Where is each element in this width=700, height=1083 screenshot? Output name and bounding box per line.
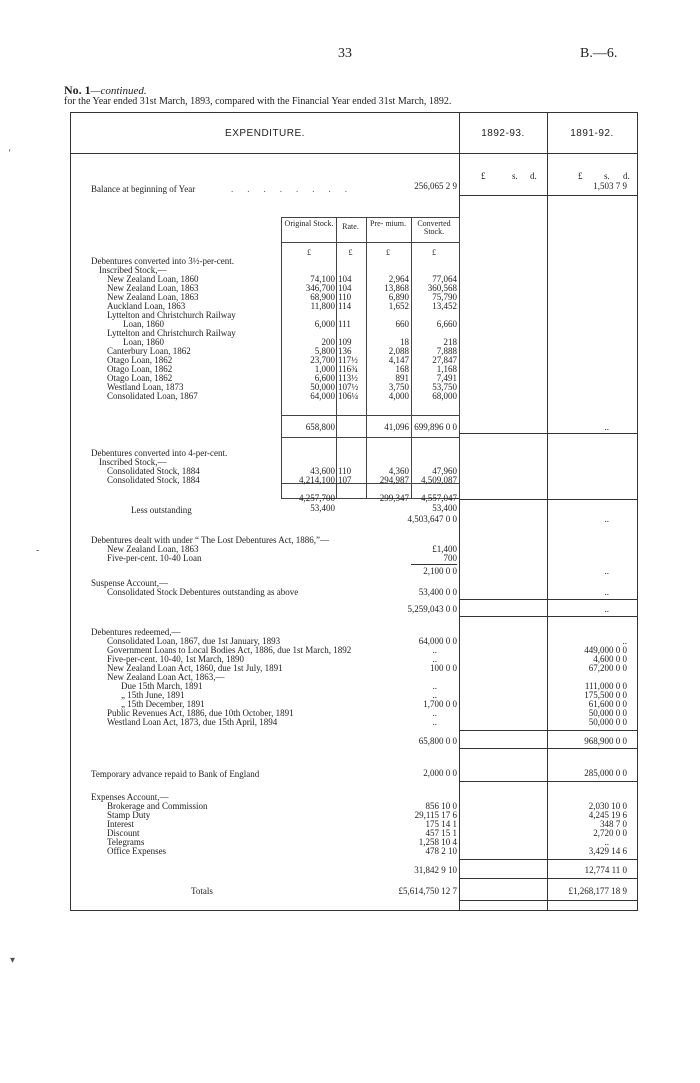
rule	[459, 499, 637, 500]
amount-1892: ..	[622, 636, 627, 646]
amount-1893: 100 0 0	[430, 663, 457, 673]
row-label: Otago Loan, 1862	[107, 364, 173, 374]
table-subtitle: for the Year ended 31st March, 1893, compared with the Financial Year ended 31st March, 1892.	[64, 96, 452, 107]
row-label: New Zealand Loan Act, 1860, due 1st July, 1891	[107, 663, 283, 673]
row-label: Consolidated Loan, 1867, due 1st January, 1893	[107, 636, 281, 646]
original-stock: 346,700	[305, 283, 335, 293]
expenses-heading: Expenses Account,—	[91, 792, 169, 802]
pound-header: £	[432, 248, 436, 257]
subtotal-1892: ..	[604, 604, 609, 614]
margin-mark: ▾	[10, 955, 16, 966]
row-label: „ 15th December, 1891	[121, 699, 205, 709]
row-label: Loan, 1860	[123, 337, 164, 347]
converted-stock: 218	[443, 337, 457, 347]
original-stock: 68,900	[310, 292, 335, 302]
converted-stock: 77,064	[432, 274, 457, 284]
margin-mark: ‘	[8, 148, 12, 159]
converted-stock: 7,888	[436, 346, 457, 356]
rate: 106¼	[338, 391, 359, 401]
balance-1893: 256,065 2 9	[414, 181, 457, 191]
year-1893-header: 1892-93.	[459, 113, 547, 154]
premium: 891	[395, 373, 409, 383]
original-stock: 1,000	[314, 364, 335, 374]
amount-1892: 67,200 0 0	[588, 663, 627, 673]
pound-header: £	[386, 248, 390, 257]
column-divider	[547, 113, 548, 910]
rate: 113½	[338, 373, 358, 383]
conv35-total-premium: 41,096	[384, 422, 409, 432]
rule	[459, 599, 637, 600]
rule	[459, 781, 637, 782]
pound-header: £	[348, 248, 353, 257]
row-label: New Zealand Loan Act, 1863,—	[107, 672, 225, 682]
row-label: Telegrams	[107, 837, 145, 847]
row-label: Government Loans to Local Bodies Act, 1886, due 1st March, 1892	[107, 645, 352, 655]
totals-1893: £5,614,750 12 7	[398, 886, 457, 896]
amount-1892: 50,000 0 0	[588, 717, 627, 727]
temporary-1893: 2,000 0 0	[423, 768, 457, 778]
amount-1893: ..	[432, 654, 437, 664]
redeemed-total-1893: 65,800 0 0	[418, 736, 457, 746]
amount-1892: 449,000 0 0	[584, 645, 627, 655]
premium: 2,088	[388, 346, 409, 356]
converted-stock: 6,660	[436, 319, 457, 329]
original-stock-header: Original Stock.	[284, 219, 334, 228]
row-label: Otago Loan, 1862	[107, 355, 173, 365]
rule	[459, 900, 637, 901]
premium: 6,890	[388, 292, 409, 302]
amount-1893: 856 10 0	[425, 801, 457, 811]
redeemed-heading: Debentures redeemed,—	[91, 627, 181, 637]
subtable-divider	[336, 218, 337, 498]
table-number-label: No. 1	[64, 83, 91, 97]
document-reference: B.—6.	[580, 46, 618, 61]
premium-header: Pre- mium.	[370, 219, 406, 228]
converted-stock: 68,000	[432, 391, 457, 401]
row-label: New Zealand Loan, 1860	[107, 274, 199, 284]
original-stock: 50,000	[310, 382, 335, 392]
amount-1893: 1,258 10 4	[418, 837, 457, 847]
subtable-rule	[282, 415, 459, 416]
leader-dots: ........	[231, 184, 361, 194]
row-label: Interest	[107, 819, 134, 829]
original-stock: 74,100	[310, 274, 335, 284]
converted-stock: 4,509,087	[421, 475, 457, 485]
converted-stock-header: Converted Stock.	[417, 219, 451, 236]
rate: 107½	[338, 382, 359, 392]
rate: 110	[338, 466, 352, 476]
conv4-total-1892: ..	[604, 514, 609, 524]
conv35-total-1892: ..	[604, 422, 609, 432]
lost-total-1893: 2,100 0 0	[423, 566, 457, 576]
shilling-header: s.	[604, 171, 610, 181]
expenditure-header: EXPENDITURE.	[71, 113, 459, 154]
row-label: Brokerage and Commission	[107, 801, 208, 811]
amount-1892: 111,000 0 0	[584, 681, 627, 691]
row-label: New Zealand Loan, 1863	[107, 283, 199, 293]
rate: 116¾	[338, 364, 358, 374]
premium: 4,147	[388, 355, 409, 365]
conv35-heading-2: Inscribed Stock,—	[99, 265, 167, 275]
converted-stock: 75,790	[432, 292, 457, 302]
rate: 107	[338, 475, 352, 485]
rule	[411, 564, 457, 565]
premium: 168	[395, 364, 409, 374]
converted-stock: 27,847	[432, 355, 457, 365]
pence-header: d.	[623, 171, 630, 181]
rate: 114	[338, 301, 352, 311]
amount-1892: 2,030 10 0	[588, 801, 627, 811]
pound-header: £	[578, 171, 583, 181]
totals-label: Totals	[191, 886, 213, 896]
amount-1892: 4,600 0 0	[593, 654, 627, 664]
amount-1893: ..	[432, 690, 437, 700]
pound-header: £	[307, 248, 311, 257]
balance-label: Balance at beginning of Year	[91, 184, 196, 194]
shilling-header: s.	[512, 171, 518, 181]
expenses-total-1893: 31,842 9 10	[414, 865, 457, 875]
amount-1893: ..	[432, 681, 437, 691]
year-1892-header: 1891-92.	[547, 113, 637, 154]
converted-stock: 13,452	[432, 301, 457, 311]
premium: 1,652	[388, 301, 409, 311]
lost-row-amount: 700	[443, 553, 457, 563]
amount-1893: 457 15 1	[425, 828, 457, 838]
premium: 660	[395, 319, 409, 329]
rate-header: Rate.	[342, 222, 359, 231]
row-label: Consolidated Stock, 1884	[107, 475, 200, 485]
page-number: 33	[338, 46, 352, 61]
subtotal-1893: 5,259,043 0 0	[407, 604, 457, 614]
conv4-heading-2: Inscribed Stock,—	[99, 457, 167, 467]
amount-1893: ..	[432, 645, 437, 655]
row-label: Westland Loan Act, 1873, due 15th April, 1894	[107, 717, 278, 727]
lost-row-label: New Zealand Loan, 1863	[107, 544, 199, 554]
expenses-total-1892: 12,774 11 0	[584, 865, 627, 875]
suspense-1893: 53,400 0 0	[418, 587, 457, 597]
row-label: Due 15th March, 1891	[121, 681, 203, 691]
premium: 3,750	[388, 382, 409, 392]
rate: 104	[338, 274, 352, 284]
row-label: Lyttelton and Christchurch Railway	[107, 328, 236, 338]
rule	[459, 730, 637, 731]
lost-row-amount: £1,400	[432, 544, 457, 554]
rule	[459, 859, 637, 860]
rate: 136	[338, 346, 352, 356]
original-stock: 23,700	[310, 355, 335, 365]
row-label: Office Expenses	[107, 846, 167, 856]
lost-heading: Debentures dealt with under “ The Lost Debentures Act, 1886,”—	[91, 535, 330, 545]
conv35-total-original: 658,800	[305, 422, 335, 432]
amount-1892: 61,600 0 0	[588, 699, 627, 709]
lost-total-1892: ..	[604, 566, 609, 576]
subtable-divider	[366, 218, 367, 498]
converted-stock: 1,168	[436, 364, 457, 374]
pence-header: d.	[530, 171, 537, 181]
subtable-divider	[411, 218, 412, 498]
conv4-total-1893: 4,503,647 0 0	[407, 514, 457, 524]
suspense-label: Consolidated Stock Debentures outstanding as above	[107, 587, 299, 597]
row-label: Consolidated Stock, 1884	[107, 466, 200, 476]
converted-stock: 360,568	[427, 283, 457, 293]
row-label: Public Revenues Act, 1886, due 10th October, 1891	[107, 708, 294, 718]
row-label: „ 15th June, 1891	[121, 690, 185, 700]
rate: 104	[338, 283, 352, 293]
less-outstanding-label: Less outstanding	[131, 505, 192, 515]
converted-stock: 7,491	[436, 373, 457, 383]
row-label: Consolidated Loan, 1867	[107, 391, 198, 401]
row-label: Five-per-cent. 10-40, 1st March, 1890	[107, 654, 245, 664]
amount-1892: 3,429 14 6	[588, 846, 627, 856]
rule	[459, 616, 637, 617]
row-label: Canterbury Loan, 1862	[107, 346, 191, 356]
totals-1892: £1,268,177 18 9	[568, 886, 627, 896]
amount-1892: ..	[604, 837, 609, 847]
amount-1893: ..	[432, 717, 437, 727]
rate: 110	[338, 292, 352, 302]
converted-stock: 47,960	[432, 466, 457, 476]
original-stock: 11,800	[310, 301, 335, 311]
premium: 18	[400, 337, 409, 347]
premium: 294,987	[379, 475, 409, 485]
conv35-heading: Debentures converted into 3½-per-cent.	[91, 256, 235, 266]
suspense-heading: Suspense Account,—	[91, 578, 168, 588]
original-stock: 43,600	[310, 466, 335, 476]
premium: 4,000	[388, 391, 409, 401]
conv4-total-converted: 4,557,047	[421, 493, 457, 503]
less-outstanding-original: 53,400	[310, 503, 335, 513]
row-label: Auckland Loan, 1863	[107, 301, 186, 311]
pound-header: £	[481, 171, 486, 181]
rule	[459, 748, 637, 749]
balance-1892: 1,503 7 9	[593, 181, 627, 191]
amount-1893: 29,115 17 6	[414, 810, 457, 820]
amount-1893: ..	[432, 708, 437, 718]
row-label: Stamp Duty	[107, 810, 151, 820]
conv4-total-original: 4,257,700	[299, 493, 335, 503]
premium: 4,360	[388, 466, 409, 476]
amount-1892: 175,500 0 0	[584, 690, 627, 700]
redeemed-total-1892: 968,900 0 0	[584, 736, 627, 746]
rule	[459, 433, 637, 434]
original-stock: 64,000	[310, 391, 335, 401]
less-outstanding-converted: 53,400	[432, 503, 457, 513]
amount-1893: 1,700 0 0	[423, 699, 457, 709]
rate: 111	[338, 319, 351, 329]
rate: 117½	[338, 355, 358, 365]
premium: 2,964	[388, 274, 409, 284]
amount-1892: 50,000 0 0	[588, 708, 627, 718]
rule	[459, 878, 637, 879]
original-stock: 200	[321, 337, 335, 347]
lost-row-label: Five-per-cent. 10-40 Loan	[107, 553, 202, 563]
row-label: Westland Loan, 1873	[107, 382, 184, 392]
amount-1893: 175 14 1	[425, 819, 457, 829]
converted-stock: 53,750	[432, 382, 457, 392]
suspense-1892: ..	[604, 587, 609, 597]
conv4-total-premium: 299,347	[379, 493, 409, 503]
original-stock: 4,214,100	[299, 475, 335, 485]
amount-1892: 348 7 0	[600, 819, 627, 829]
amount-1893: 478 2 10	[425, 846, 457, 856]
amount-1892: 4,245 19 6	[588, 810, 627, 820]
subtable-rule	[282, 437, 459, 438]
original-stock: 5,800	[314, 346, 335, 356]
row-label: Otago Loan, 1862	[107, 373, 173, 383]
conv4-heading: Debentures converted into 4-per-cent.	[91, 448, 228, 458]
amount-1892: 2,720 0 0	[593, 828, 627, 838]
premium: 13,868	[384, 283, 409, 293]
table-number-suffix: —continued.	[90, 85, 147, 97]
temporary-label: Temporary advance repaid to Bank of England	[91, 769, 260, 779]
row-label: New Zealand Loan, 1863	[107, 292, 199, 302]
expenditure-table	[70, 112, 638, 911]
original-stock: 6,600	[314, 373, 335, 383]
rate: 109	[338, 337, 352, 347]
subtable-rule	[282, 242, 459, 243]
row-label: Loan, 1860	[123, 319, 164, 329]
conv35-total-1893: 699,896 0 0	[414, 422, 457, 432]
rule	[459, 195, 637, 196]
margin-mark: -	[36, 545, 40, 556]
row-label: Discount	[107, 828, 140, 838]
row-label: Lyttelton and Christchurch Railway	[107, 310, 236, 320]
temporary-1892: 285,000 0 0	[584, 768, 627, 778]
original-stock: 6,000	[314, 319, 335, 329]
amount-1893: 64,000 0 0	[418, 636, 457, 646]
